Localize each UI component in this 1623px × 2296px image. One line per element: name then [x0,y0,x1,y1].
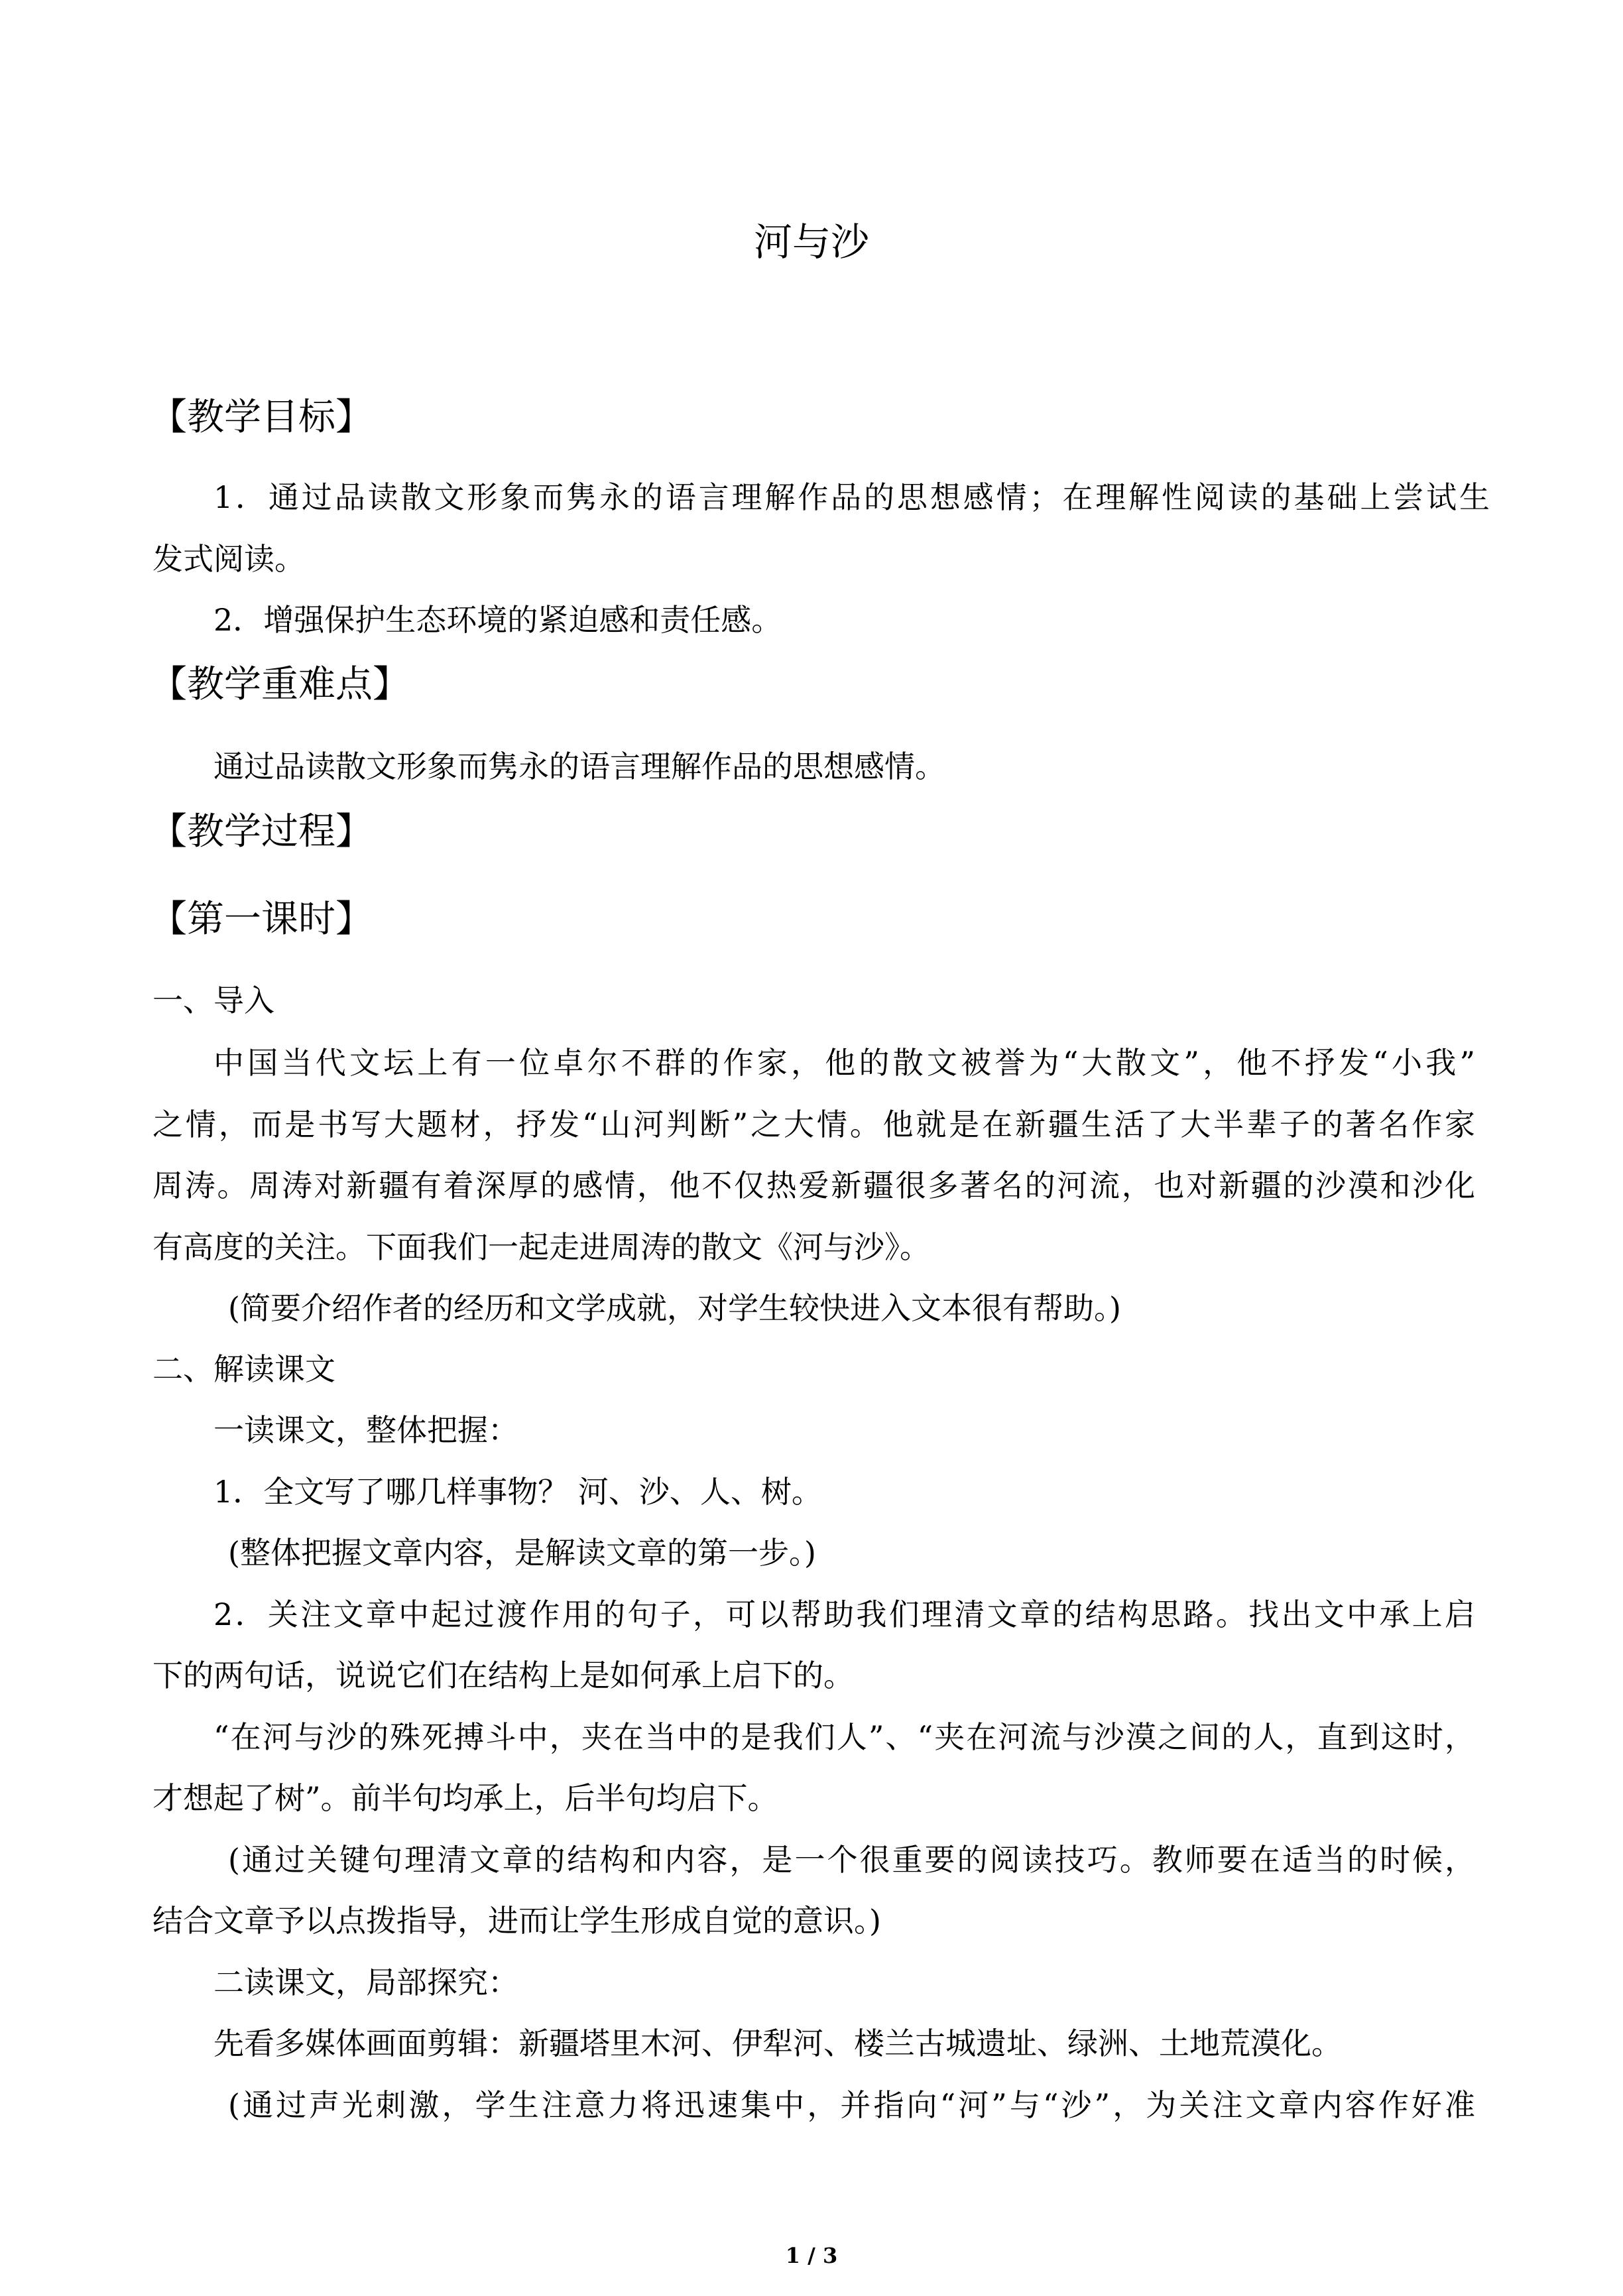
process-heading: 【教学过程】 [150,810,373,853]
reading-heading: 二、解读课文 [152,1351,335,1387]
intro-paragraph-line-2: 之情，而是书写大题材，抒发“山河判断”之大情。他就是在新疆生活了大半辈子的著名作家 [152,1107,1475,1142]
document-title: 河与沙 [753,219,869,265]
question-2-line-1: 2．关注文章中起过渡作用的句子，可以帮助我们理清文章的结构思路。找出文中承上启 [213,1597,1475,1632]
objective-2: 2．增强保护生态环境的紧迫感和责任感。 [213,602,782,638]
question-2-answer-line-1: “在河与沙的殊死搏斗中，夹在当中的是我们人”、“夹在河流与沙漠之间的人，直到这时， [213,1719,1475,1755]
first-read-label: 一读课文，整体把握： [213,1412,518,1448]
intro-paragraph-line-4: 有高度的关注。下面我们一起走进周涛的散文《河与沙》。 [152,1229,930,1265]
question-2-line-2: 下的两句话，说说它们在结构上是如何承上启下的。 [152,1658,854,1693]
question-1-note: (整体把握文章内容，是解读文章的第一步。) [228,1535,816,1571]
media-teacher-note: (通过声光刺激，学生注意力将迅速集中，并指向“河”与“沙”，为关注文章内容作好准 [228,2087,1475,2123]
intro-teacher-note: (简要介绍作者的经历和文学成就，对学生较快进入文本很有帮助。) [228,1290,1121,1326]
intro-paragraph-line-1: 中国当代文坛上有一位卓尔不群的作家，他的散文被誉为“大散文”，他不抒发“小我” [213,1045,1475,1081]
keypoints-text: 通过品读散文形象而隽永的语言理解作品的思想感情。 [213,749,945,784]
question-2-note-line-1: (通过关键句理清文章的结构和内容，是一个很重要的阅读技巧。教师要在适当的时候， [228,1842,1475,1878]
intro-paragraph-line-3: 周涛。周涛对新疆有着深厚的感情，他不仅热爱新疆很多著名的河流，也对新疆的沙漠和沙化 [152,1168,1475,1203]
page-number: 1 / 3 [785,2243,838,2268]
objective-1-line-2: 发式阅读。 [152,541,305,577]
question-1: 1．全文写了哪几样事物？ 河、沙、人、树。 [213,1474,822,1510]
second-read-label: 二读课文，局部探究： [213,1964,518,2000]
media-clips: 先看多媒体画面剪辑：新疆塔里木河、伊犁河、楼兰古城遗址、绿洲、土地荒漠化。 [213,2025,1342,2061]
question-2-note-line-2: 结合文章予以点拨指导，进而让学生形成自觉的意识。) [152,1903,881,1939]
keypoints-heading: 【教学重难点】 [150,663,410,706]
objectives-heading: 【教学目标】 [150,396,373,439]
intro-heading: 一、导入 [152,983,274,1018]
lesson-heading: 【第一课时】 [150,898,373,941]
question-2-answer-line-2: 才想起了树”。前半句均承上，后半句均启下。 [152,1780,778,1816]
objective-1-line-1: 1．通过品读散文形象而隽永的语言理解作品的思想感情；在理解性阅读的基础上尝试生 [213,479,1490,515]
